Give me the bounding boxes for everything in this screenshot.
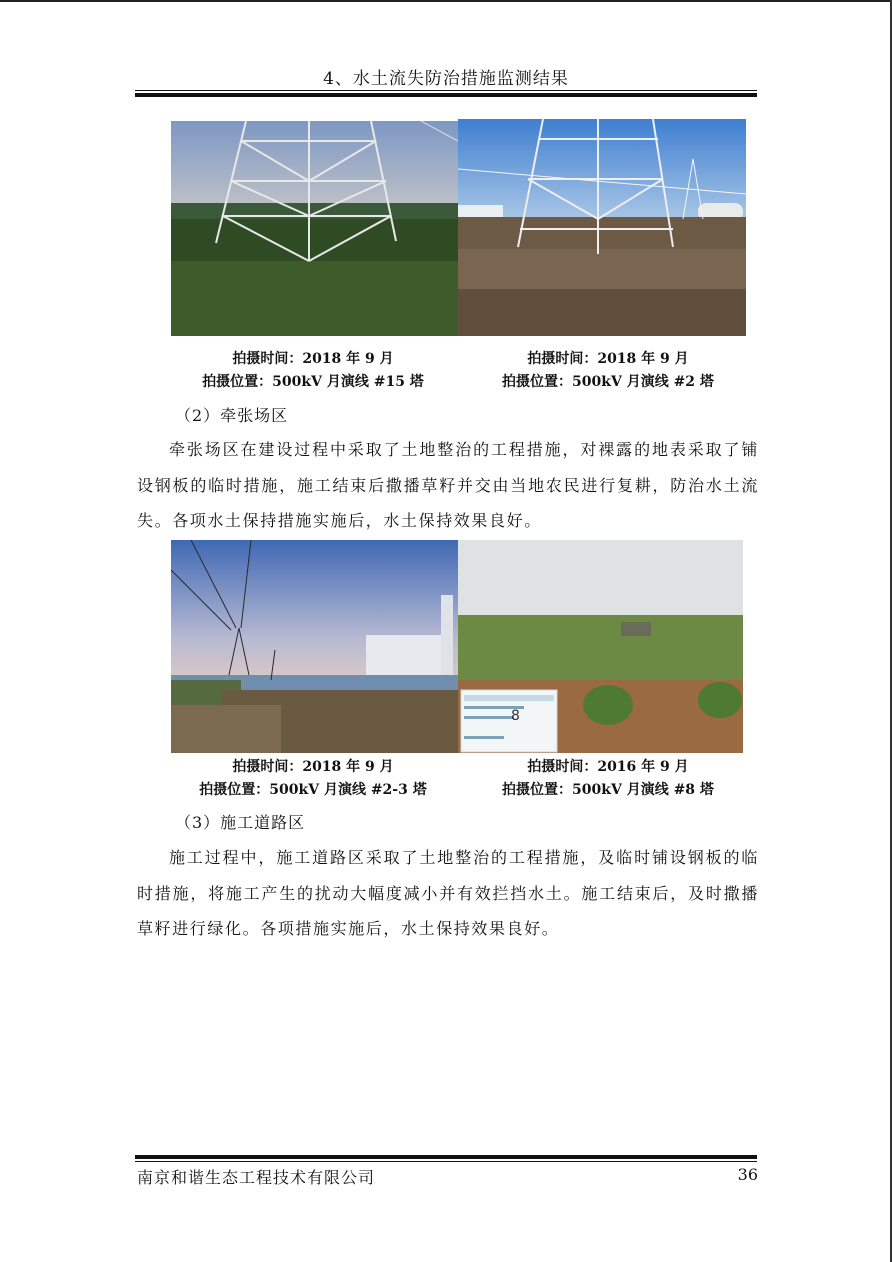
photo-caption-tower-2 <box>463 348 753 394</box>
footer-rule-thin <box>135 1161 757 1162</box>
section-heading-construction-road: （3）施工道路区 <box>175 813 306 832</box>
caption-time: 拍摄时间：2018 年 9 月 <box>232 759 394 775</box>
photo-tower-8 <box>458 540 743 753</box>
caption-location: 拍摄位置：500kV 月演线 #15 塔 <box>202 374 424 390</box>
caption-time: 拍摄时间：2018 年 9 月 <box>232 351 394 367</box>
site-sign-number: 8 <box>511 708 520 724</box>
section-paragraph-tension-field: 牵张场区在建设过程中采取了土地整治的工程措施，对裸露的地表采取了铺设钢板的临时措施，施工结束后撒播草籽并交由当地农民进行复耕，防治水土流失。各项水土保持措施实施后，水土保持效果良好。 <box>137 440 759 530</box>
caption-time: 拍摄时间：2018 年 9 月 <box>527 351 689 367</box>
page-border <box>0 0 892 2</box>
footer-company: 南京和谐生态工程技术有限公司 <box>137 1168 376 1187</box>
photo-tower-15 <box>171 121 458 336</box>
caption-location: 拍摄位置：500kV 月演线 #2 塔 <box>502 374 714 390</box>
running-header: 4、水土流失防治措施监测结果 <box>323 69 569 89</box>
photo-caption-tower-8 <box>463 756 753 802</box>
caption-location: 拍摄位置：500kV 月演线 #2-3 塔 <box>199 782 427 798</box>
footer-rule-thick <box>135 1155 757 1159</box>
photo-caption-tower-2-3 <box>168 756 458 802</box>
section-paragraph-construction-road: 施工过程中，施工道路区采取了土地整治的工程措施，及临时铺设钢板的临时措施，将施工产生的扰动大幅度减小并有效拦挡水土。施工结束后，及时撒播草籽进行绿化。各项措施实施后，水土保持效果良好。 <box>137 848 759 938</box>
page-number: 36 <box>737 1165 758 1184</box>
site-sign <box>461 690 557 752</box>
section-heading-tension-field: （2）牵张场区 <box>175 406 289 425</box>
caption-location: 拍摄位置：500kV 月演线 #8 塔 <box>502 782 714 798</box>
caption-time: 拍摄时间：2016 年 9 月 <box>527 759 689 775</box>
photo-caption-tower-15 <box>168 348 458 394</box>
photo-tower-2-3 <box>171 540 458 753</box>
header-rule-thick <box>135 93 757 97</box>
header-rule-thin <box>135 90 757 91</box>
photo-tower-2 <box>458 119 746 336</box>
